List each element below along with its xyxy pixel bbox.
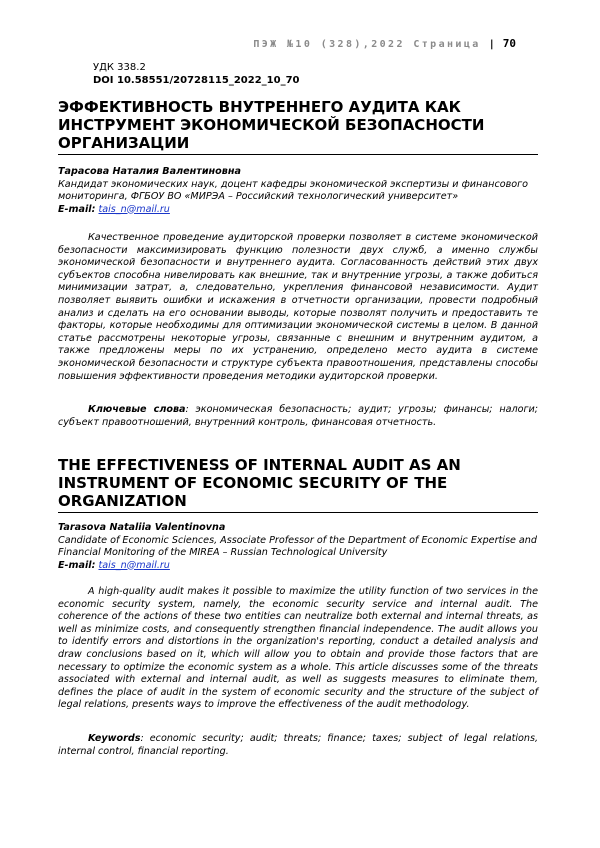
keywords-ru [58, 404, 538, 429]
running-header [253, 37, 516, 50]
doi: DOI 10.58551/20728115_2022_10_70 [93, 75, 300, 86]
author-block-ru [58, 166, 538, 216]
udk-code: УДК 338.2 [93, 62, 146, 73]
author-email-en [58, 560, 538, 573]
article-title-ru: ЭФФЕКТИВНОСТЬ ВНУТРЕННЕГО АУДИТА КАК ИНСТРУМЕНТ ЭКОНОМИЧЕСКОЙ БЕЗОПАСНОСТИ ОРГАНИЗАЦИИ [58, 98, 538, 155]
keywords-label-en: Keywords [88, 733, 141, 744]
author-name-en: Tarasova Nataliia Valentinovna [58, 522, 226, 533]
email-label-ru: E-mail: [58, 203, 96, 215]
keywords-en [58, 733, 538, 758]
journal-issue-label: ПЭЖ №10 (328),2022 Страница [253, 39, 481, 50]
author-affiliation-ru: Кандидат экономических наук, доцент кафедры экономической экспертизы и финансового мониторинга, ФГБОУ ВО «МИРЭА – Российский технологический университет» [58, 178, 529, 202]
keywords-text-en: : economic security; audit; threats; finance; taxes; subject of legal relations, internal control, financial reporting. [58, 733, 538, 757]
author-name-ru: Тарасова Наталия Валентиновна [58, 166, 241, 177]
abstract-ru: Качественное проведение аудиторской проверки позволяет в системе экономической безопасности максимизировать функцию полезности двух служб, а именно службы экономической безопасности и внутреннего аудита. Согласованность действий этих двух субъектов способна нивелировать как внешние, так и внутренние угрозы, а также добиться минимизации затрат, а, следовательно, укрепления финансовой независимости. Аудит позволяет выявить ошибки и искажения в отчетности организации, провести подробный анализ и сделать на его основании выводы, которые позволят получить и предоставить те факторы, которые необходимы для оптимизации экономической системы в целом. В данной статье рассмотрены некоторые угрозы, связанные с внешним и внутренним аудитом, а также предложены меры по их устранению, определено место аудита в системе экономической безопасности и структуре субъекта правоотношения, представлены способы повышения эффективности проведения методики аудиторской проверки. [58, 232, 538, 382]
email-label-en: E-mail: [58, 559, 96, 571]
header-separator: | [482, 39, 501, 50]
email-link-en[interactable]: tais_n@mail.ru [98, 559, 170, 571]
author-block-en [58, 522, 538, 572]
author-email-ru [58, 204, 538, 217]
email-link-ru[interactable]: tais_n@mail.ru [98, 203, 170, 215]
article-title-en: THE EFFECTIVENESS OF INTERNAL AUDIT AS AN INSTRUMENT OF ECONOMIC SECURITY OF THE ORGANIZATION [58, 456, 538, 513]
author-affiliation-en: Candidate of Economic Sciences, Associate Professor of the Department of Economic Expertise and Financial Monitoring of the MIREA – Russian Technological University [58, 534, 537, 558]
keywords-text-ru: : экономическая безопасность; аудит; угрозы; финансы; налоги; субъект правоотношений, внутренний контроль, финансовая отчетность. [58, 404, 538, 428]
page-number: 70 [502, 37, 516, 50]
keywords-label-ru: Ключевые слова [88, 404, 186, 415]
abstract-en: A high-quality audit makes it possible to maximize the utility function of two services in the economic security system, namely, the economic security service and internal audit. The coherence of the actions of these two entities can neutralize both external and internal threats, as well as minimize costs, and consequently strengthen financial independence. The audit allows you to identify errors and distortions in the organization's reporting, conduct a detailed analysis and draw conclusions based on it, which will allow you to obtain and provide those factors that are necessary to optimize the economic system as a whole. This article discusses some of the threats associated with external and internal audit, as well as suggests measures to eliminate them, defines the place of audit in the system of economic security and the structure of the subject of legal relations, presents ways to improve the effectiveness of the audit methodology. [58, 586, 538, 711]
